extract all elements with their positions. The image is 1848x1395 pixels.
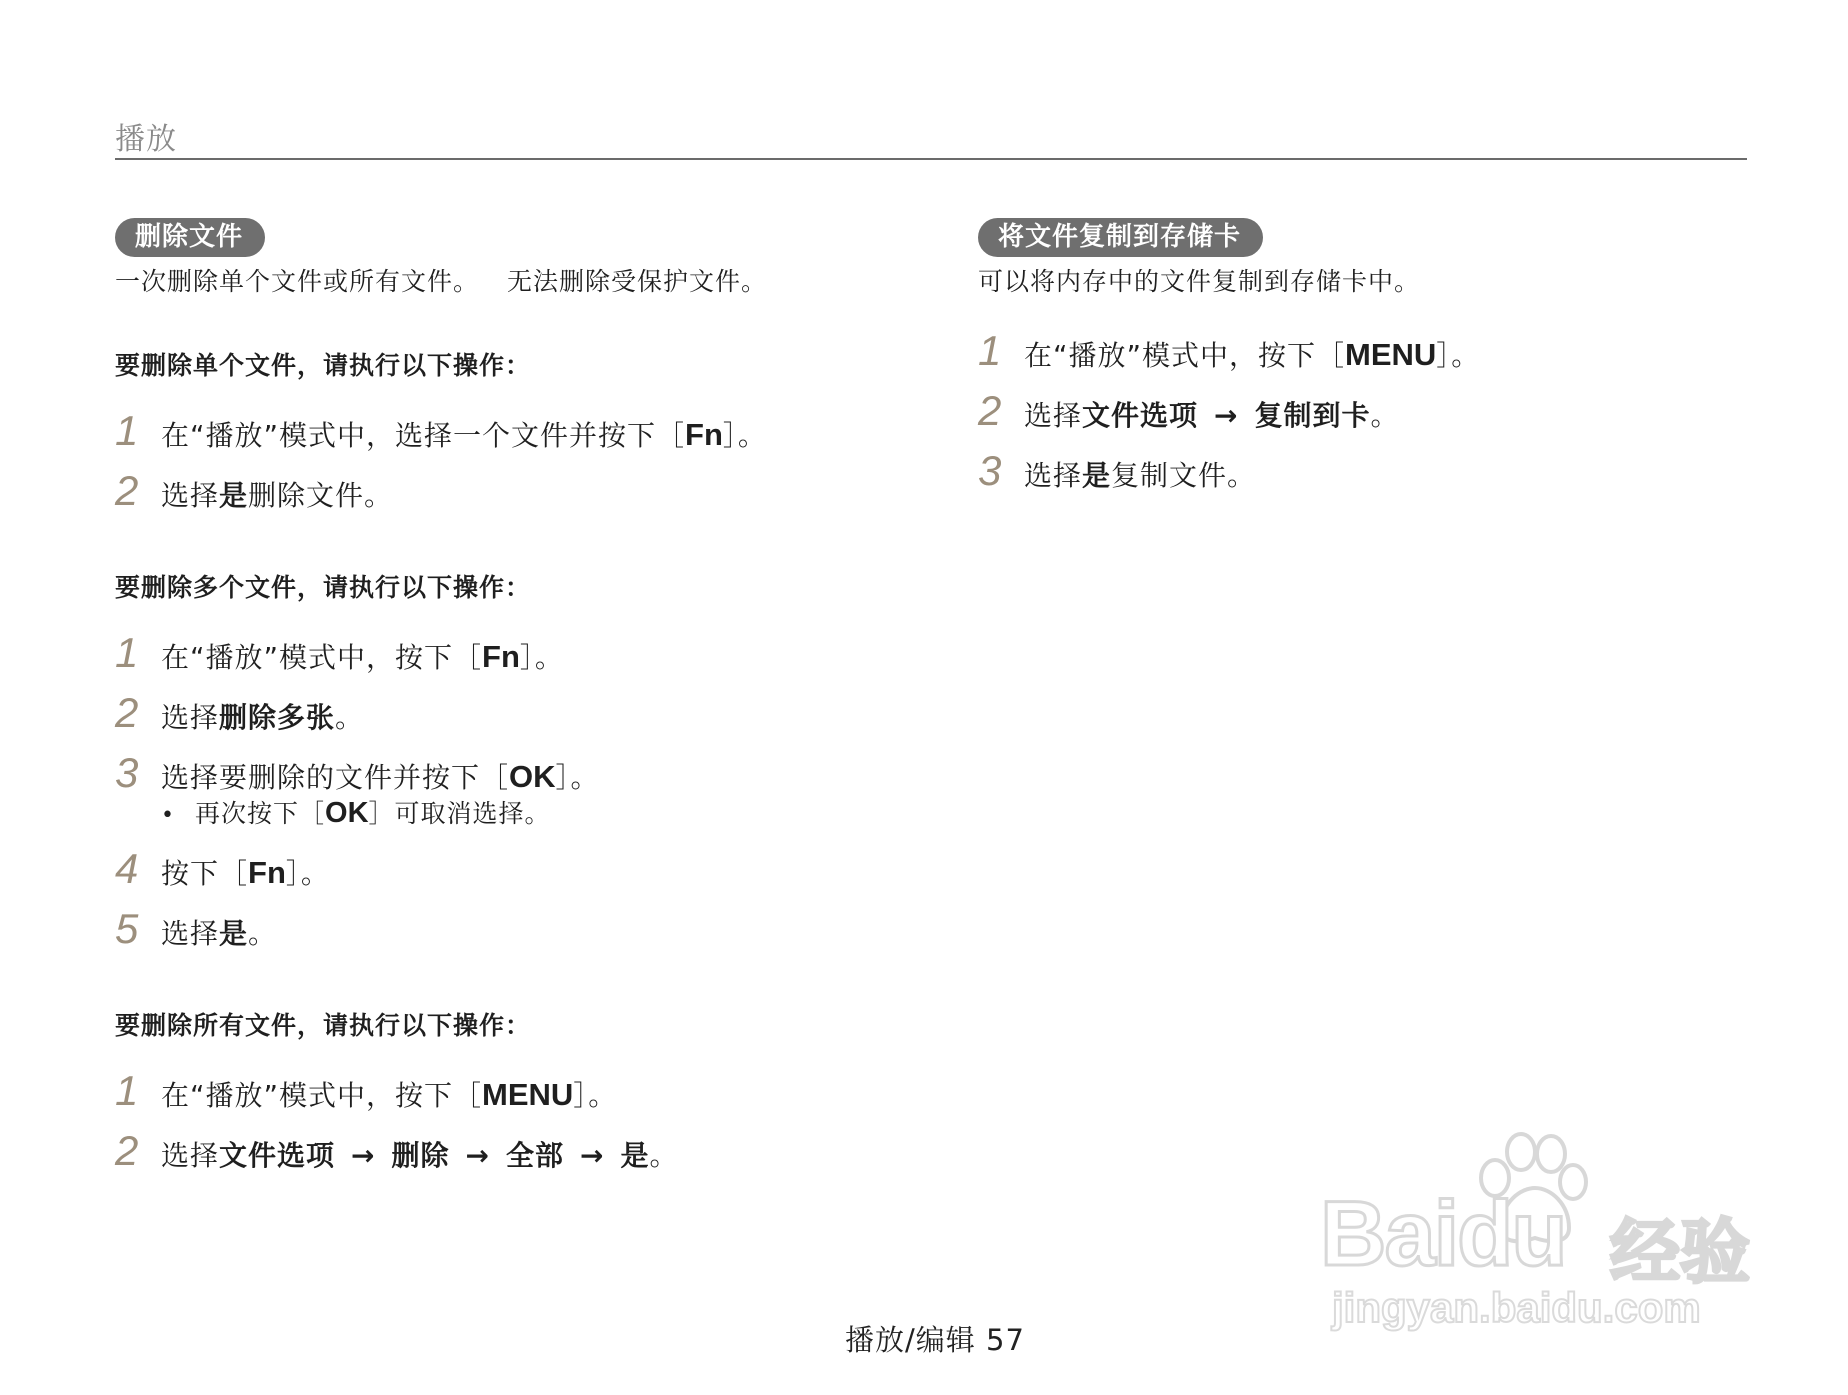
step-item (115, 683, 945, 743)
intro-copy: 可以将内存中的文件复制到存储卡中。 (978, 267, 1421, 296)
key-label: OK (325, 797, 369, 829)
step-item (978, 381, 1738, 441)
bullet-dot: • (161, 803, 174, 828)
step-number: 1 (115, 1067, 139, 1114)
section-pill-copy: 将文件复制到存储卡 (978, 218, 1263, 257)
intro-text-2: 无法删除受保护文件。 (507, 267, 768, 296)
heading-delete-single: 要删除单个文件，请执行以下操作： (115, 351, 532, 380)
step-number: 1 (115, 629, 139, 676)
key-label: OK (509, 759, 556, 794)
step-text: 选择文件选项 → 复制到卡。 (1024, 399, 1400, 432)
step-item (115, 1121, 945, 1181)
section-pill-delete: 删除文件 (115, 218, 265, 257)
page-header (115, 114, 1747, 160)
baidu-watermark (1320, 1130, 1760, 1330)
heading-delete-all: 要删除所有文件，请执行以下操作： (115, 1011, 532, 1040)
step-item (115, 623, 945, 683)
step-item (115, 1061, 945, 1121)
right-column (978, 218, 1738, 501)
copy-steps (978, 321, 1738, 501)
step-item (115, 401, 945, 461)
step-item (978, 441, 1738, 501)
arrow-icon: → (1214, 399, 1239, 432)
key-label: Fn (685, 417, 723, 452)
key-label: MENU (1345, 337, 1437, 372)
step-number: 3 (978, 447, 1002, 494)
watermark-cn: 经验 (1610, 1211, 1750, 1293)
arrow-icon: → (580, 1139, 605, 1172)
step-number: 2 (978, 387, 1002, 434)
page-footer: 播放/编辑 57 (845, 1323, 1025, 1357)
arrow-icon: → (351, 1139, 376, 1172)
intro-delete (115, 265, 945, 299)
step-text: 在“播放”模式中，按下［MENU］。 (161, 1077, 618, 1112)
bullet-text: 再次按下［OK］可取消选择。 (195, 797, 551, 829)
watermark-logo: Baidu (1320, 1183, 1566, 1285)
step-text: 选择是复制文件。 (1024, 459, 1257, 492)
step-number: 1 (115, 407, 139, 454)
key-label: Fn (482, 639, 520, 674)
step-item (115, 461, 945, 521)
step-text: 选择是删除文件。 (161, 479, 394, 512)
key-label: Fn (248, 855, 286, 890)
step-text: 选择要删除的文件并按下［OK］。 (161, 759, 600, 794)
step-number: 2 (115, 1127, 139, 1174)
step-number: 3 (115, 749, 139, 796)
arrow-icon: → (465, 1139, 490, 1172)
step-number: 2 (115, 467, 139, 514)
step-item (115, 839, 945, 899)
left-column (115, 218, 945, 1181)
step-item (115, 743, 945, 803)
step-item (978, 321, 1738, 381)
step-text: 在“播放”模式中，选择一个文件并按下［Fn］。 (161, 417, 767, 452)
intro-text-1: 一次删除单个文件或所有文件。 (115, 267, 480, 296)
step-text: 选择删除多张。 (161, 701, 365, 734)
step-text: 在“播放”模式中，按下［Fn］。 (161, 639, 564, 674)
key-label: MENU (482, 1077, 574, 1112)
step-number: 5 (115, 905, 139, 952)
step-number: 2 (115, 689, 139, 736)
watermark-url: jingyan.baidu.com (1332, 1284, 1701, 1331)
step-number: 4 (115, 845, 139, 892)
step-number: 1 (978, 327, 1002, 374)
heading-delete-multiple: 要删除多个文件，请执行以下操作： (115, 573, 532, 602)
header-title: 播放 (115, 122, 177, 157)
step-text: 选择文件选项 → 删除 → 全部 → 是。 (161, 1139, 679, 1172)
step-text: 选择是。 (161, 917, 278, 950)
step-text: 在“播放”模式中，按下［MENU］。 (1024, 337, 1481, 372)
step-item (115, 899, 945, 959)
step-text: 按下［Fn］。 (161, 855, 330, 890)
